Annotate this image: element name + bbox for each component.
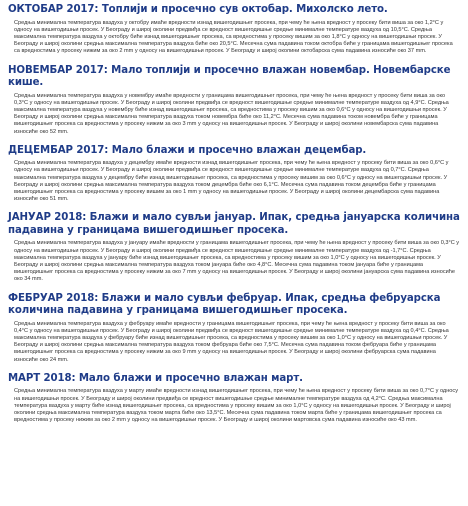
section-gap [8,284,460,293]
section-text: Средња минимална температура ваздуха у марту имаће вредности изнад вишегодишњег просека, при чему ће њена вредност у просеку бити виша за око 0,7°C у односу на вишегодишњи просек. У Београду и широј околини предвиђа се вредност вишегодишње средње минималне температуре ваздуха од 4,2°C. Средња максимална температура ваздуха у марту биће изнад вишегодишњег просека, са вредностима у просеку вишим за око 1,0°C у односу на вишегодишњи просек. У Београду и широј околини средња максимална температура ваздуха током марта биће око 13,5°C. Месечна сума падавина током марта биће у границама вишегодишњег просека са вредностима у просеку нижим за око 2 mm у односу на вишегодишњи просек. У Београду и широј околини мартовска сума падавина износиће око 43 mm. [14,388,458,424]
section-october-2017 [8,4,460,56]
section-text: Средња минимална температура ваздуха у октобру имаће вредности изнад вишегодишњег просека, при чему ће њена вредност у просеку бити виша за око 1,2°C у односу на вишегодишњи просек. У Београду и широј околини предвиђа се вредност вишегодишње средње минималне температуре ваздуха од 10,5°C. Средња максимална температура ваздуха у октобру биће изнад вишегодишњег просека, са вредностима у просеку вишим за око 1,8°C у односу на вишегодишњи просек. У Београду и широј околини средња максимална температура ваздуха биће око 20,5°C. Месечна сума падавина током октобра биће у границама вишегодишњег просека са вредностима у просеку нижим за око 2 mm у односу на вишегодишњи просек. У Београду и широј околини октобарска сума падавина износиће око 37 mm. [14,19,453,55]
section-text: Средња минимална температура ваздуха у новембру имаће вредности у границама вишегодишњег просека, при чему ће њена вредност у просеку бити виша за око 0,3°C у односу на вишегодишњи просек. У Београду и широј околини предвиђа се вредност вишегодишње средње минималне температуре ваздуха од 4,9°C. Средња максимална температура ваздуха у новембру биће изнад вишегодишњег просека, са вредностима у просеку вишим за око 0,6°C у односу на вишегодишњи просек. У Београду и широј околини средња максимална температура ваздуха током новембра биће око 11,2°C. Месечна сума падавина током новембра биће у границама вишегодишњег просека са вредностима у просеку нижим за око 3 mm у односу на вишегодишњи просек. У Београду и широј околини новембарска сума падавина износиће око 52 mm. [14,92,449,135]
section-march-2018 [8,373,460,425]
section-title: ЈАНУАР 2018: Блажи и мало сувљи јануар. Ипак, средња јануарска количина падавина у границама вишегодишњег просека. [8,212,460,236]
section-text: Средња минимална температура ваздуха у фебруару имаће вредности у границама вишегодишњег просека, при чему ће њена вредност у просеку бити виша за око 0,4°C у односу на вишегодишњи просек. У Београду и широј околини предвиђа се вредност вишегодишње средње минималне температуре ваздуха од 0,4°C. Средња максимална температура ваздуха у фебруару биће изнад вишегодишњег просека, са вредностима у просеку вишим за око 1,0°C у односу на вишегодишњи просек. У Београду и широј околини средња максимална температура ваздуха током фебруара биће око 7,5°C. Месечна сума падавина током фебруара биће у границама вишегодишњег просека са вредностима у просеку нижим за око 9 mm у односу на вишегодишњи просек. У Београду и широј околини фебруарска сума падавина износиће око 24 mm. [14,320,449,363]
section-gap [8,56,460,65]
section-title: ФЕБРУАР 2018: Блажи и мало сувљи фебруар. Ипак, средња фебруарска количина падавина у границама вишегодишњег просека. [8,292,441,317]
section-title: НОВЕМБАР 2017: Мало топлији и просечно влажан новембар. Новембарске кише. [8,64,451,89]
section-gap [8,136,460,145]
section-text: Средња минимална температура ваздуха у децембру имаће вредности изнад вишегодишњег просека, при чему ће њена вредност у просеку бити виша за око 0,6°C у односу на вишегодишњи просек. У Београду и широј околини предвиђа се вредност вишегодишње средње минималне температуре ваздуха од 0,7°C. Средња максимална температура ваздуха у децембру биће изнад вишегодишњег просека, са вредностима у просеку вишим за око 0,6°C у односу на вишегодишњи просек. У Београду и широј околини средња максимална температура ваздуха током децембра биће око 6,1°C. Месечна сума падавина током децембра биће у границама вишегодишњег просека са вредностима у просеку вишим за око 1 mm у односу на вишегодишњи просек. У Београду и широј околини децембарска сума падавина износиће око 51 mm. [14,160,449,203]
section-title: МАРТ 2018: Мало блажи и просечно влажан март. [8,372,303,384]
section-text: Средња минимална температура ваздуха у јануару имаће вредности у границама вишегодишњег просека, при чему ће њена вредност у просеку бити виша за око 0,3°C у односу на вишегодишњи просек. У Београду и широј околини предвиђа се вредност вишегодишње средње минималне температуре ваздуха од -1,7°C. Средња максимална температура ваздуха у јануару биће изнад вишегодишњег просека, са вредностима у просеку вишим за око 1,0°C у односу на вишегодишњи просек. У Београду и широј околини средња максимална температура ваздуха током јануара биће око 4,8°C. Месечна сума падавина током јануара биће у границама вишегодишњег просека са вредностима у просеку нижим за око 7 mm у односу на вишегодишњи просек. У Београду и широј околини јануарска сума падавина износиће око 34 mm. [14,240,460,283]
section-february-2018 [8,293,460,364]
section-january-2018 [8,212,460,283]
section-gap [8,364,460,373]
section-december-2017 [8,145,460,204]
section-title: ДЕЦЕМБАР 2017: Мало блажи и просечно влажан децембар. [8,144,367,156]
section-title: ОКТОБАР 2017: Топлији и просечно сув октобар. Михолско лето. [8,4,388,15]
section-november-2017 [8,65,460,136]
